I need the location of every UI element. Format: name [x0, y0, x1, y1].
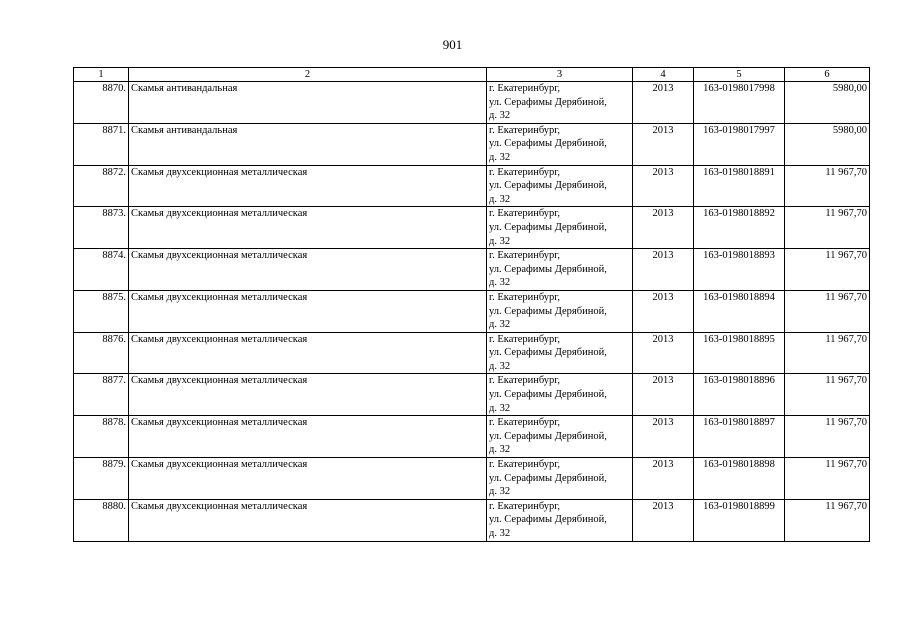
item-cost: 11 967,70	[785, 499, 870, 541]
address-line: г. Екатеринбург,	[489, 208, 561, 220]
item-cost: 11 967,70	[785, 374, 870, 416]
column-header-number: 1	[74, 68, 129, 82]
item-name: Скамья двухсекционная металлическая	[129, 458, 487, 500]
address-line: д. 32	[489, 319, 511, 331]
item-cost: 5980,00	[785, 123, 870, 165]
item-year: 2013	[633, 249, 694, 291]
table-row	[74, 123, 870, 165]
table-row	[74, 499, 870, 541]
item-year: 2013	[633, 207, 694, 249]
item-year: 2013	[633, 165, 694, 207]
inventory-number: 163-0198018895	[694, 332, 785, 374]
table-row	[74, 416, 870, 458]
inventory-number: 163-0198018897	[694, 416, 785, 458]
item-cost: 11 967,70	[785, 207, 870, 249]
item-cost: 11 967,70	[785, 290, 870, 332]
inventory-number: 163-0198018892	[694, 207, 785, 249]
row-number: 8871.	[74, 123, 129, 165]
table-row	[74, 207, 870, 249]
address-line: ул. Серафимы Дерябиной,	[489, 347, 607, 359]
address-line: ул. Серафимы Дерябиной,	[489, 263, 607, 275]
address-line: д. 32	[489, 151, 511, 163]
table-row	[74, 332, 870, 374]
item-year: 2013	[633, 458, 694, 500]
address-line: д. 32	[489, 402, 511, 414]
inventory-number: 163-0198018896	[694, 374, 785, 416]
address-line: ул. Серафимы Дерябиной,	[489, 180, 607, 192]
item-address	[487, 207, 633, 249]
item-cost: 11 967,70	[785, 332, 870, 374]
item-name: Скамья антивандальная	[129, 82, 487, 124]
address-line: д. 32	[489, 235, 511, 247]
item-address	[487, 374, 633, 416]
item-name: Скамья двухсекционная металлическая	[129, 290, 487, 332]
row-number: 8877.	[74, 374, 129, 416]
address-line: г. Екатеринбург,	[489, 124, 561, 136]
item-address	[487, 458, 633, 500]
item-name: Скамья двухсекционная металлическая	[129, 374, 487, 416]
row-number: 8874.	[74, 249, 129, 291]
registry-table	[73, 67, 870, 542]
item-cost: 11 967,70	[785, 249, 870, 291]
address-line: д. 32	[489, 444, 511, 456]
address-line: г. Екатеринбург,	[489, 166, 561, 178]
column-header-cost: 6	[785, 68, 870, 82]
address-line: ул. Серафимы Дерябиной,	[489, 430, 607, 442]
item-address	[487, 249, 633, 291]
item-cost: 11 967,70	[785, 416, 870, 458]
item-name: Скамья антивандальная	[129, 123, 487, 165]
item-cost: 11 967,70	[785, 165, 870, 207]
address-line: г. Екатеринбург,	[489, 459, 561, 471]
item-address	[487, 82, 633, 124]
item-name: Скамья двухсекционная металлическая	[129, 416, 487, 458]
address-line: д. 32	[489, 110, 511, 122]
page-number: 901	[442, 37, 463, 52]
table-header-row	[74, 68, 870, 82]
item-year: 2013	[633, 123, 694, 165]
row-number: 8880.	[74, 499, 129, 541]
column-header-inventory: 5	[694, 68, 785, 82]
address-line: г. Екатеринбург,	[489, 375, 561, 387]
address-line: д. 32	[489, 528, 511, 539]
item-year: 2013	[633, 82, 694, 124]
address-line: ул. Серафимы Дерябиной,	[489, 389, 607, 401]
address-line: д. 32	[489, 486, 511, 498]
table-row	[74, 374, 870, 416]
address-line: д. 32	[489, 277, 511, 289]
item-name: Скамья двухсекционная металлическая	[129, 165, 487, 207]
item-address	[487, 416, 633, 458]
column-header-name: 2	[129, 68, 487, 82]
column-header-year: 4	[633, 68, 694, 82]
inventory-number: 163-0198018894	[694, 290, 785, 332]
inventory-number: 163-0198018899	[694, 499, 785, 541]
inventory-number: 163-0198018891	[694, 165, 785, 207]
row-number: 8873.	[74, 207, 129, 249]
table-row	[74, 249, 870, 291]
inventory-number: 163-0198017998	[694, 82, 785, 124]
item-name: Скамья двухсекционная металлическая	[129, 249, 487, 291]
address-line: г. Екатеринбург,	[489, 83, 561, 94]
item-address	[487, 165, 633, 207]
address-line: г. Екатеринбург,	[489, 333, 561, 345]
address-line: ул. Серафимы Дерябиной,	[489, 96, 607, 108]
item-name: Скамья двухсекционная металлическая	[129, 499, 487, 541]
address-line: ул. Серафимы Дерябиной,	[489, 305, 607, 317]
inventory-number: 163-0198017997	[694, 123, 785, 165]
item-address	[487, 332, 633, 374]
table-body	[74, 82, 870, 542]
inventory-number: 163-0198018893	[694, 249, 785, 291]
column-header-address: 3	[487, 68, 633, 82]
item-name: Скамья двухсекционная металлическая	[129, 207, 487, 249]
row-number: 8870.	[74, 82, 129, 124]
address-line: д. 32	[489, 360, 511, 372]
table-row	[74, 458, 870, 500]
address-line: г. Екатеринбург,	[489, 250, 561, 262]
item-year: 2013	[633, 499, 694, 541]
address-line: г. Екатеринбург,	[489, 500, 561, 512]
address-line: ул. Серафимы Дерябиной,	[489, 221, 607, 233]
row-number: 8875.	[74, 290, 129, 332]
item-year: 2013	[633, 416, 694, 458]
item-address	[487, 123, 633, 165]
address-line: д. 32	[489, 193, 511, 205]
row-number: 8878.	[74, 416, 129, 458]
item-year: 2013	[633, 374, 694, 416]
address-line: г. Екатеринбург,	[489, 291, 561, 303]
row-number: 8872.	[74, 165, 129, 207]
table-row	[74, 165, 870, 207]
address-line: ул. Серафимы Дерябиной,	[489, 138, 607, 150]
address-line: г. Екатеринбург,	[489, 417, 561, 429]
item-name: Скамья двухсекционная металлическая	[129, 332, 487, 374]
row-number: 8879.	[74, 458, 129, 500]
table-row	[74, 290, 870, 332]
address-line: ул. Серафимы Дерябиной,	[489, 514, 607, 526]
item-cost: 5980,00	[785, 82, 870, 124]
item-cost: 11 967,70	[785, 458, 870, 500]
item-year: 2013	[633, 290, 694, 332]
item-year: 2013	[633, 332, 694, 374]
item-address	[487, 499, 633, 541]
item-address	[487, 290, 633, 332]
table-row	[74, 82, 870, 124]
address-line: ул. Серафимы Дерябиной,	[489, 472, 607, 484]
row-number: 8876.	[74, 332, 129, 374]
inventory-number: 163-0198018898	[694, 458, 785, 500]
